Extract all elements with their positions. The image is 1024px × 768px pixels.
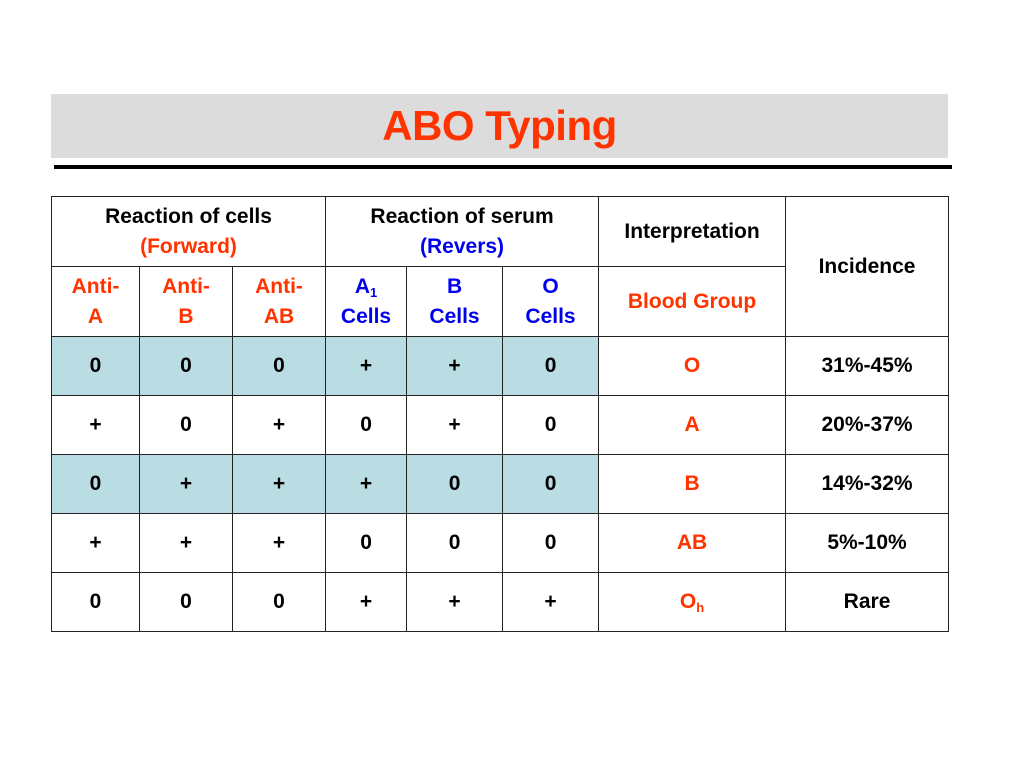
cell-incidence: 5%-10% — [786, 514, 949, 573]
cell-a1-cells: + — [326, 573, 407, 632]
header-line: O — [542, 274, 559, 298]
cell-a1-cells: 0 — [326, 514, 407, 573]
blood-group-text: A — [684, 413, 700, 436]
cell-o-cells: 0 — [503, 455, 599, 514]
cell-incidence: Rare — [786, 573, 949, 632]
abo-typing-table — [51, 196, 949, 632]
header-line: Cells — [525, 304, 576, 328]
cell-a1-cells: 0 — [326, 396, 407, 455]
cell-o-cells: 0 — [503, 396, 599, 455]
o-cells-header — [503, 267, 599, 337]
table-row — [52, 337, 949, 396]
cell-blood-group — [599, 455, 786, 514]
cell-b-cells: + — [407, 396, 503, 455]
header-row-group — [52, 197, 949, 267]
cell-o-cells: 0 — [503, 337, 599, 396]
interpretation-header: Interpretation — [599, 197, 786, 267]
forward-header-sub: (Forward) — [140, 234, 237, 258]
header-line: AB — [263, 304, 295, 328]
cell-b-cells: 0 — [407, 514, 503, 573]
cell-b-cells: + — [407, 337, 503, 396]
cell-a1-cells: + — [326, 455, 407, 514]
table-row — [52, 396, 949, 455]
cell-incidence: 14%-32% — [786, 455, 949, 514]
header-line — [326, 272, 406, 302]
cell-anti-a: 0 — [52, 573, 140, 632]
title-bar — [51, 94, 948, 158]
cell-b-cells: + — [407, 573, 503, 632]
blood-group-text: O — [683, 354, 701, 377]
cell-anti-b: 0 — [140, 396, 233, 455]
table-row — [52, 573, 949, 632]
table-row — [52, 514, 949, 573]
cell-o-cells: 0 — [503, 514, 599, 573]
a1-cells-header — [326, 267, 407, 337]
cell-incidence: 31%-45% — [786, 337, 949, 396]
header-line: B — [446, 274, 463, 298]
blood-group-header: Blood Group — [599, 267, 786, 337]
cell-anti-a: 0 — [52, 455, 140, 514]
anti-ab-header — [233, 267, 326, 337]
b-cells-header — [407, 267, 503, 337]
blood-group-text: O — [679, 590, 697, 613]
blood-group-text: B — [684, 472, 700, 495]
anti-a-header — [52, 267, 140, 337]
cell-anti-b: + — [140, 455, 233, 514]
cell-b-cells: 0 — [407, 455, 503, 514]
cell-anti-a: 0 — [52, 337, 140, 396]
forward-header-title: Reaction of cells — [105, 204, 272, 228]
reverse-header-title: Reaction of serum — [370, 204, 554, 228]
incidence-header: Incidence — [786, 197, 949, 337]
cell-a1-cells: + — [326, 337, 407, 396]
header-line: Anti- — [162, 274, 210, 298]
cell-o-cells: + — [503, 573, 599, 632]
header-line: Cells — [429, 304, 480, 328]
header-line: Anti- — [71, 274, 120, 298]
header-line: Anti- — [255, 274, 303, 298]
cell-anti-ab: + — [233, 514, 326, 573]
cell-anti-ab: + — [233, 396, 326, 455]
reverse-header-sub: (Revers) — [420, 234, 505, 258]
forward-header — [52, 197, 326, 267]
cell-blood-group — [599, 514, 786, 573]
cell-incidence: 20%-37% — [786, 396, 949, 455]
cell-anti-a: + — [52, 514, 140, 573]
blood-group-subscript: h — [696, 600, 705, 615]
cell-anti-b: + — [140, 514, 233, 573]
header-subscript: 1 — [370, 284, 378, 300]
anti-b-header — [140, 267, 233, 337]
slide-title: ABO Typing — [382, 102, 617, 149]
cell-anti-ab: 0 — [233, 573, 326, 632]
cell-blood-group — [599, 573, 786, 632]
reverse-header — [326, 197, 599, 267]
header-line: A — [87, 304, 104, 328]
header-line: B — [178, 304, 194, 328]
header-text: A — [354, 274, 370, 298]
title-divider — [54, 165, 952, 169]
cell-blood-group — [599, 396, 786, 455]
cell-anti-b: 0 — [140, 573, 233, 632]
cell-anti-b: 0 — [140, 337, 233, 396]
cell-anti-a: + — [52, 396, 140, 455]
cell-blood-group — [599, 337, 786, 396]
cell-anti-ab: + — [233, 455, 326, 514]
table-row — [52, 455, 949, 514]
cell-anti-ab: 0 — [233, 337, 326, 396]
header-line: Cells — [340, 304, 392, 328]
blood-group-text: AB — [676, 531, 708, 554]
